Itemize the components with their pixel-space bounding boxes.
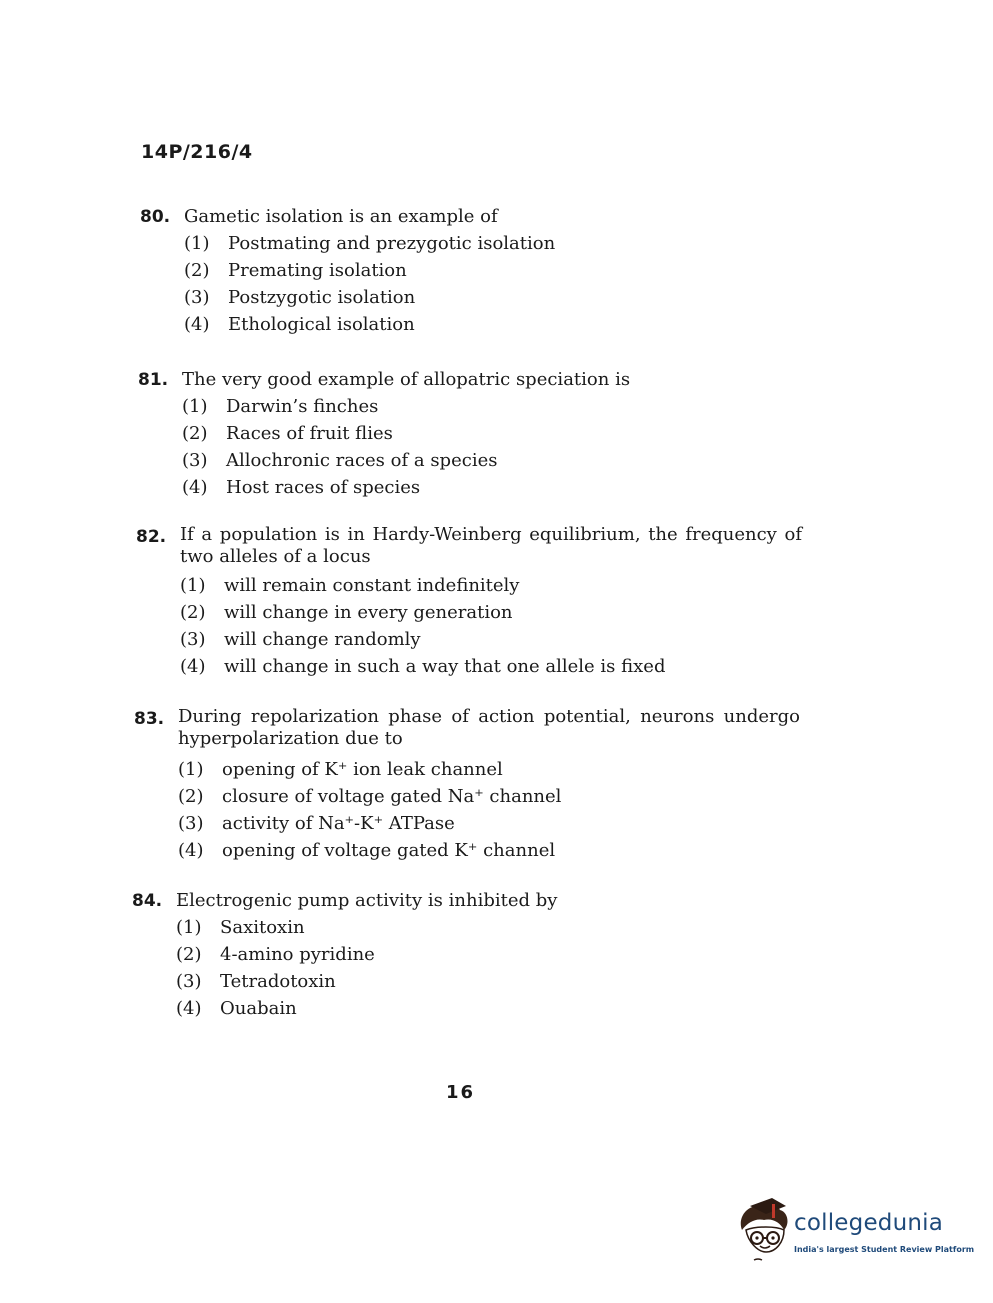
option-number: (3) [184, 287, 210, 308]
option-text: Host races of species [226, 477, 421, 498]
option-number: (1) [180, 575, 206, 596]
option-text: will change randomly [224, 629, 421, 650]
collegedunia-mascot-icon [736, 1196, 792, 1266]
option-number: (3) [182, 450, 208, 471]
option-text: Allochronic races of a species [226, 450, 498, 471]
option-text: closure of voltage gated Na⁺ channel [222, 786, 562, 807]
page-number: 16 [446, 1082, 476, 1103]
option-4 [180, 653, 802, 680]
option-text: activity of Na⁺-K⁺ ATPase [222, 813, 455, 834]
question-81 [138, 367, 798, 501]
question-stem [134, 706, 800, 750]
option-text: Postmating and prezygotic isolation [228, 233, 556, 254]
question-83 [134, 706, 800, 864]
option-number: (4) [176, 998, 202, 1019]
question-stem [132, 888, 792, 914]
options-list [140, 230, 800, 338]
question-stem [140, 204, 800, 230]
question-number: 81. [138, 370, 169, 390]
option-number: (4) [180, 656, 206, 677]
option-2 [182, 420, 798, 447]
option-2 [176, 941, 792, 968]
option-text: Postzygotic isolation [228, 287, 416, 308]
watermark-tagline: India's largest Student Review Platform [794, 1245, 975, 1254]
option-number: (2) [180, 602, 206, 623]
option-number: (1) [184, 233, 210, 254]
option-text: opening of voltage gated K⁺ channel [222, 840, 556, 861]
option-number: (4) [184, 314, 210, 335]
option-2 [180, 599, 802, 626]
question-number: 83. [134, 709, 165, 729]
question-text: During repolarization phase of action potential, neurons undergo hyperpolarization due to [178, 706, 800, 749]
question-text: If a population is in Hardy-Weinberg equilibrium, the frequency of two alleles of a locus [180, 524, 802, 567]
option-number: (1) [182, 396, 208, 417]
option-text: Ethological isolation [228, 314, 415, 335]
option-number: (4) [182, 477, 208, 498]
option-4 [178, 837, 800, 864]
option-1 [184, 230, 800, 257]
option-number: (1) [176, 917, 202, 938]
option-3 [182, 447, 798, 474]
option-number: (2) [178, 786, 204, 807]
options-list [138, 393, 798, 501]
option-text: Saxitoxin [220, 917, 305, 938]
option-number: (3) [178, 813, 204, 834]
option-1 [178, 756, 800, 783]
question-number: 84. [132, 891, 163, 911]
option-1 [180, 572, 802, 599]
option-text: opening of K⁺ ion leak channel [222, 759, 503, 780]
collegedunia-watermark [736, 1196, 975, 1266]
question-84 [132, 888, 792, 1022]
question-stem [138, 367, 798, 393]
question-text: The very good example of allopatric speciation is [182, 369, 631, 390]
question-number: 80. [140, 207, 171, 227]
option-text: Races of fruit flies [226, 423, 393, 444]
option-3 [176, 968, 792, 995]
paper-code: 14P/216/4 [141, 141, 253, 163]
option-3 [184, 284, 800, 311]
option-number: (2) [184, 260, 210, 281]
option-text: will remain constant indefinitely [224, 575, 520, 596]
option-number: (2) [182, 423, 208, 444]
option-3 [178, 810, 800, 837]
option-number: (4) [178, 840, 204, 861]
option-text: will change in every generation [224, 602, 513, 623]
option-3 [180, 626, 802, 653]
option-number: (3) [176, 971, 202, 992]
option-text: Tetradotoxin [220, 971, 336, 992]
question-stem [136, 524, 802, 568]
question-82 [136, 524, 802, 680]
options-list [132, 914, 792, 1022]
option-text: Ouabain [220, 998, 297, 1019]
question-number: 82. [136, 527, 167, 547]
option-4 [176, 995, 792, 1022]
options-list [136, 572, 802, 680]
option-number: (3) [180, 629, 206, 650]
options-list [134, 756, 800, 864]
option-text: Premating isolation [228, 260, 407, 281]
option-text: will change in such a way that one allele is fixed [224, 656, 666, 677]
question-text: Gametic isolation is an example of [184, 206, 498, 227]
question-text: Electrogenic pump activity is inhibited by [176, 890, 558, 911]
option-1 [182, 393, 798, 420]
question-80 [140, 204, 800, 338]
option-number: (2) [176, 944, 202, 965]
option-text: Darwin’s finches [226, 396, 379, 417]
option-1 [176, 914, 792, 941]
option-4 [182, 474, 798, 501]
option-number: (1) [178, 759, 204, 780]
watermark-brand: collegedunia [794, 1210, 944, 1236]
option-2 [178, 783, 800, 810]
option-2 [184, 257, 800, 284]
option-4 [184, 311, 800, 338]
option-text: 4-amino pyridine [220, 944, 375, 965]
